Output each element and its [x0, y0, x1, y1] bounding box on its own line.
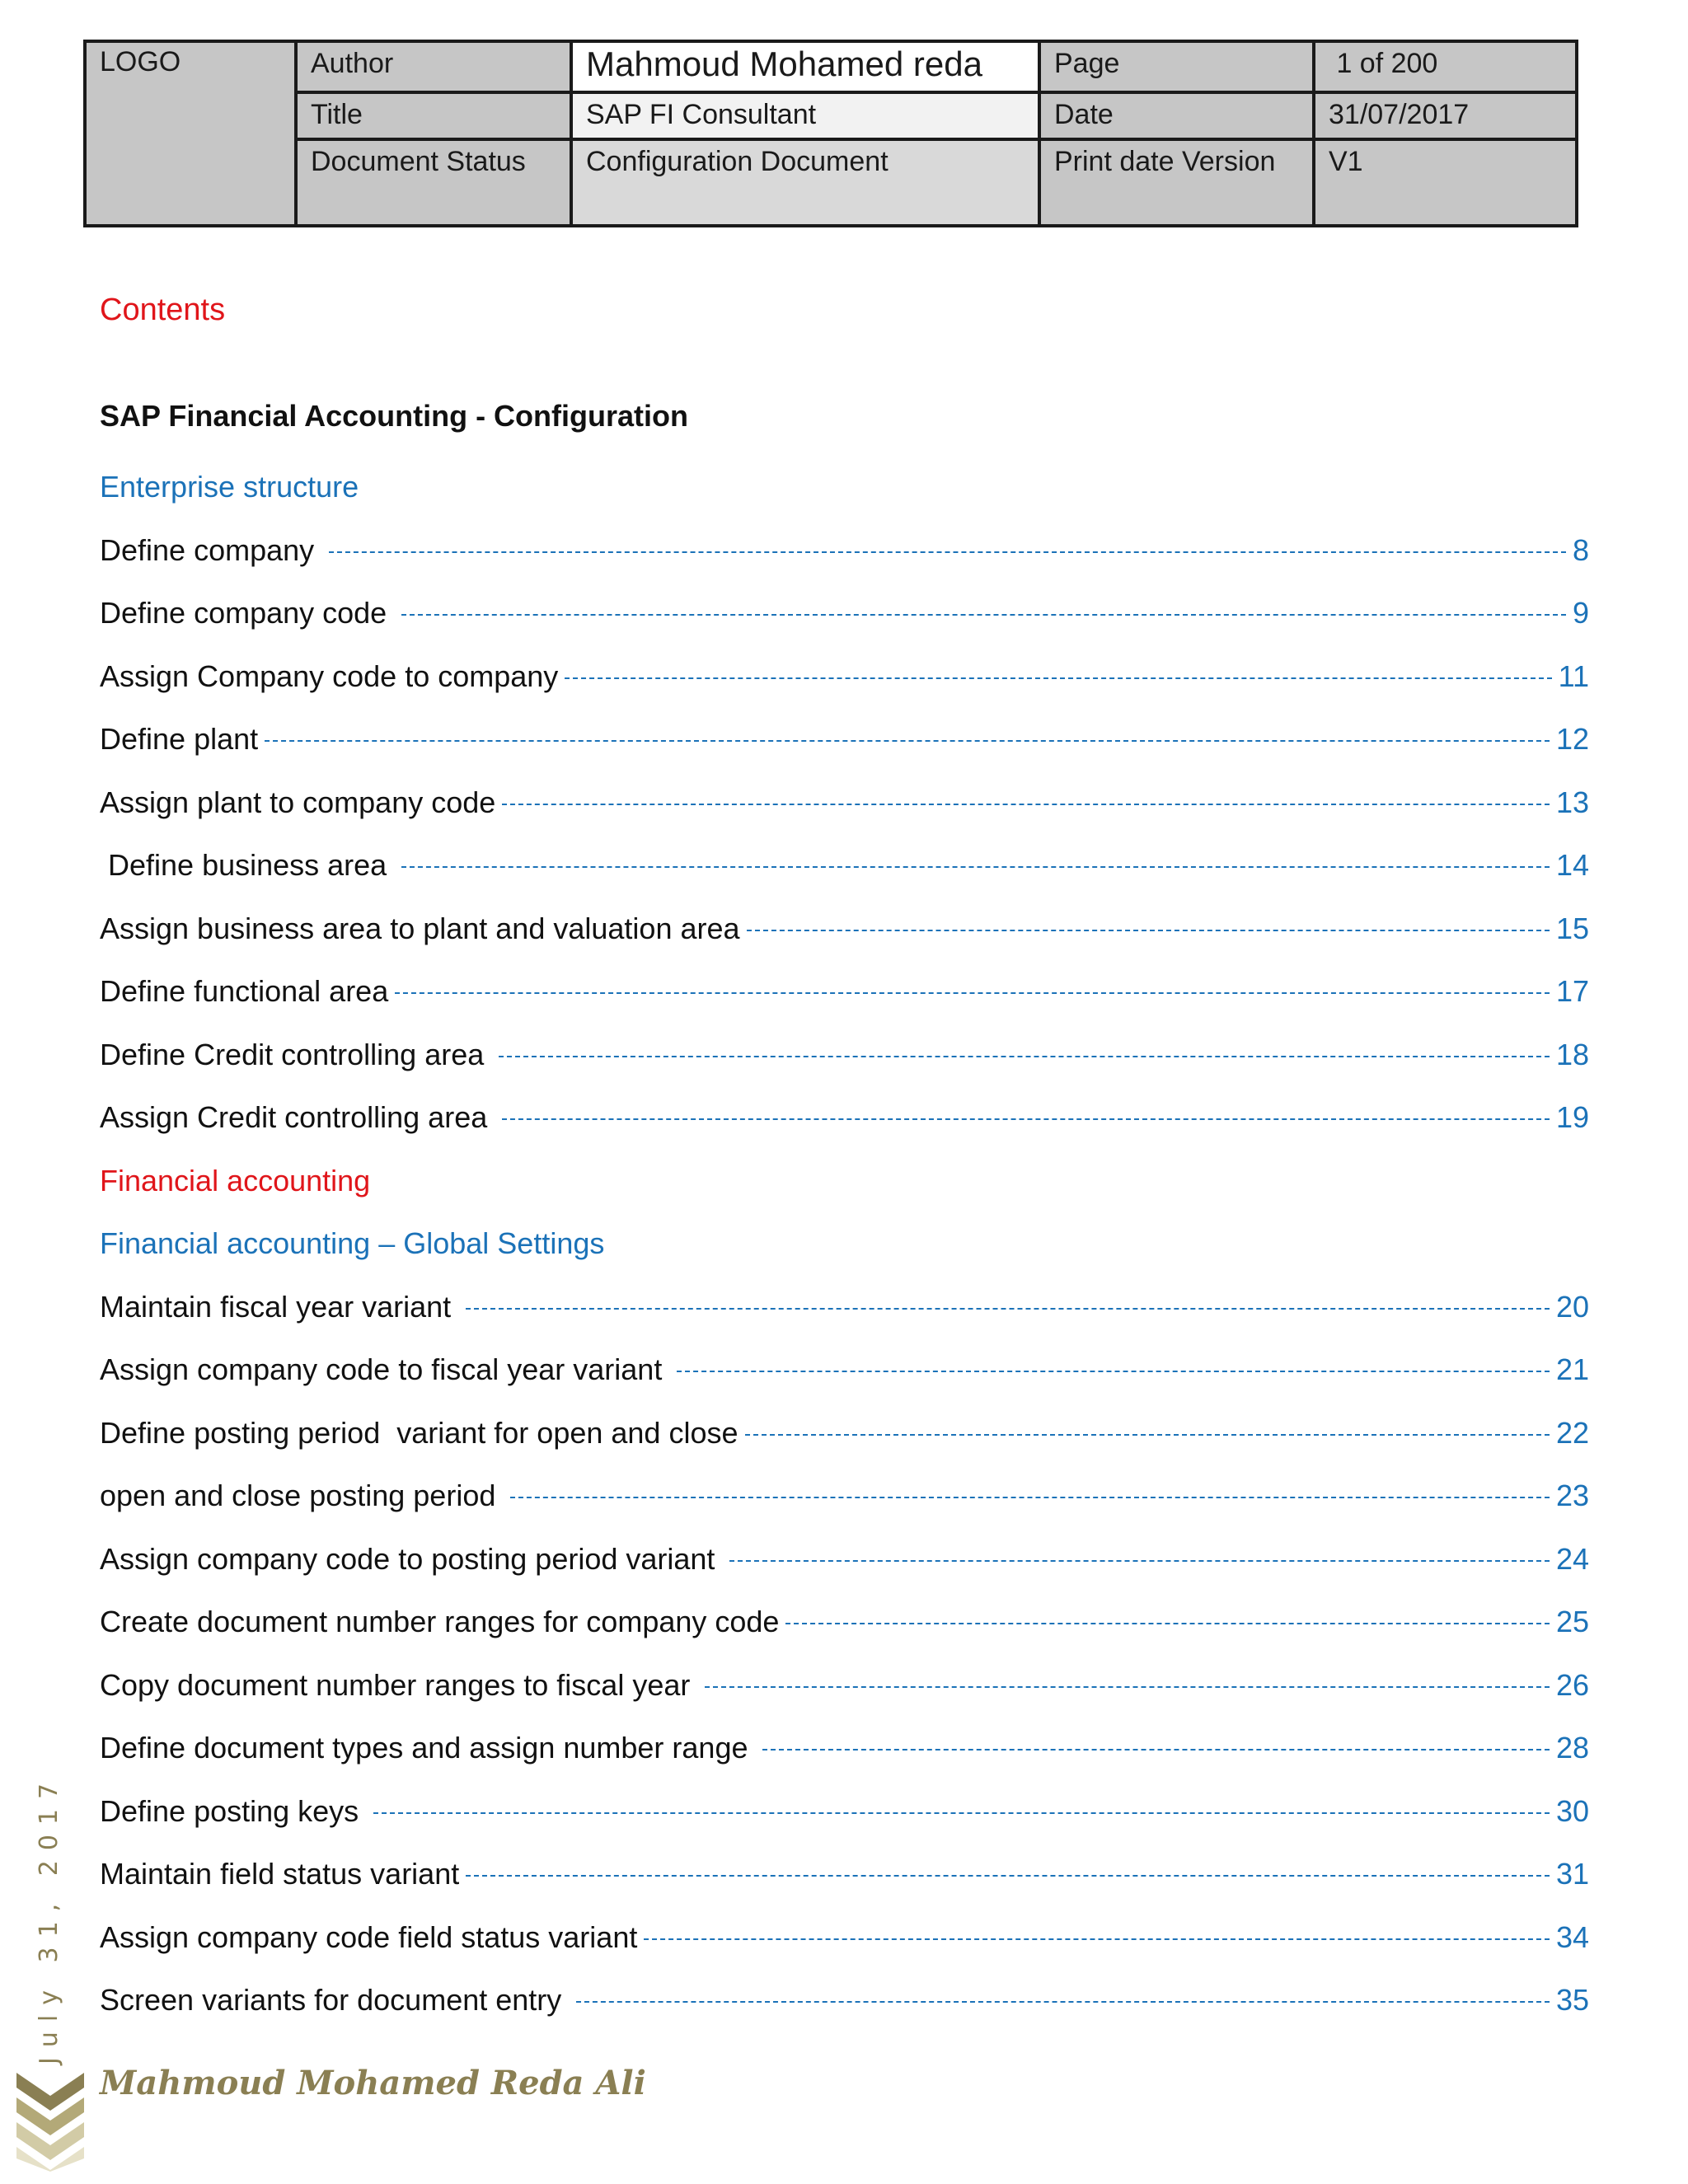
- status-label: Document Status: [296, 139, 571, 226]
- toc-leader-dashes: [466, 1308, 1550, 1310]
- title-label: Title: [296, 92, 571, 139]
- toc-page-number: 17: [1555, 974, 1589, 1009]
- table-of-contents: [100, 456, 1589, 2032]
- toc-entry[interactable]: [100, 1528, 1589, 1591]
- toc-entry[interactable]: [100, 1276, 1589, 1339]
- toc-subsection-heading: Enterprise structure: [100, 470, 359, 504]
- toc-leader-dashes: [677, 1371, 1550, 1372]
- toc-leader-dashes: [502, 804, 1550, 805]
- toc-entry[interactable]: [100, 1654, 1589, 1718]
- toc-page-number: 12: [1555, 722, 1589, 757]
- toc-leader-dashes: [373, 1812, 1550, 1814]
- toc-page-number: 25: [1555, 1605, 1589, 1639]
- toc-leader-dashes: [565, 677, 1551, 679]
- toc-entry[interactable]: [100, 1402, 1589, 1465]
- toc-page-number: 21: [1555, 1352, 1589, 1387]
- toc-entry[interactable]: [100, 1843, 1589, 1906]
- toc-leader-dashes: [395, 992, 1550, 994]
- toc-entry-label: Define company code: [100, 596, 396, 630]
- toc-entry[interactable]: [100, 1086, 1589, 1150]
- toc-page-number: 15: [1555, 911, 1589, 945]
- toc-subsection-heading: Financial accounting – Global Settings: [100, 1226, 605, 1261]
- document-header-table: [83, 40, 1578, 227]
- toc-entry[interactable]: [100, 1338, 1589, 1402]
- toc-leader-dashes: [747, 930, 1550, 931]
- chevron-logo-icon: [16, 2073, 84, 2172]
- toc-entry[interactable]: [100, 1591, 1589, 1654]
- toc-page-number: 34: [1555, 1919, 1589, 1954]
- toc-leader-dashes: [265, 740, 1550, 742]
- toc-leader-dashes: [401, 866, 1550, 868]
- date-label: Date: [1039, 92, 1314, 139]
- toc-entry[interactable]: [100, 708, 1589, 771]
- footer-date: July 31, 2017: [35, 1773, 63, 2064]
- toc-entry-label: open and close posting period: [100, 1479, 504, 1513]
- toc-entry-label: Define business area: [100, 848, 396, 883]
- toc-leader-dashes: [510, 1497, 1550, 1498]
- print-date-version-label: Print date Version: [1039, 139, 1314, 226]
- toc-entry-label: Define document types and assign number range: [100, 1731, 757, 1765]
- toc-page-number: 9: [1572, 596, 1589, 630]
- toc-page-number: 8: [1572, 532, 1589, 567]
- toc-leader-dashes: [705, 1686, 1550, 1688]
- toc-entry-label: Define functional area: [100, 974, 389, 1009]
- toc-entry-label: Define company: [100, 532, 323, 567]
- toc-page-number: 20: [1555, 1289, 1589, 1324]
- toc-entry[interactable]: [100, 898, 1589, 961]
- toc-page-number: 23: [1555, 1479, 1589, 1513]
- toc-leader-dashes: [644, 1938, 1550, 1940]
- toc-leader-dashes: [502, 1118, 1550, 1120]
- toc-entry[interactable]: [100, 771, 1589, 835]
- toc-page-number: 24: [1555, 1541, 1589, 1576]
- contents-heading: Contents: [100, 293, 226, 327]
- toc-entry-label: Screen variants for document entry: [100, 1983, 570, 2018]
- toc-entry[interactable]: [100, 960, 1589, 1024]
- toc-entry-label: Assign company code field status variant: [100, 1919, 638, 1954]
- toc-page-number: 35: [1555, 1983, 1589, 2018]
- toc-leader-dashes: [499, 1056, 1550, 1057]
- toc-entry[interactable]: [100, 1969, 1589, 2032]
- toc-page-number: 31: [1555, 1857, 1589, 1891]
- toc-page-number: 19: [1555, 1100, 1589, 1135]
- author-value: Mahmoud Mohamed reda: [571, 41, 1039, 92]
- date-value: 31/07/2017: [1314, 92, 1577, 139]
- toc-leader-dashes: [729, 1560, 1550, 1562]
- toc-entry[interactable]: [100, 519, 1589, 583]
- toc-entry[interactable]: [100, 834, 1589, 898]
- toc-page-number: 13: [1555, 785, 1589, 819]
- toc-page-number: 14: [1555, 848, 1589, 883]
- toc-entry[interactable]: [100, 1780, 1589, 1844]
- toc-page-number: 28: [1555, 1731, 1589, 1765]
- toc-entry-label: Assign business area to plant and valuation area: [100, 911, 740, 945]
- toc-entry[interactable]: [100, 1024, 1589, 1087]
- toc-entry-label: Define plant: [100, 722, 259, 757]
- toc-leader-dashes: [466, 1875, 1550, 1877]
- logo-cell: LOGO: [85, 41, 296, 226]
- toc-leader-dashes: [329, 551, 1566, 553]
- document-heading: SAP Financial Accounting - Configuration: [100, 399, 689, 433]
- toc-page-number: 18: [1555, 1037, 1589, 1071]
- page-label: Page: [1039, 41, 1314, 92]
- toc-entry-label: Assign plant to company code: [100, 785, 496, 819]
- toc-entry-label: Maintain field status variant: [100, 1857, 460, 1891]
- title-value: SAP FI Consultant: [571, 92, 1039, 139]
- status-value: Configuration Document: [571, 139, 1039, 226]
- page-value: 1 of 200: [1314, 41, 1577, 92]
- toc-leader-dashes: [785, 1623, 1550, 1624]
- toc-section-heading: Financial accounting: [100, 1163, 371, 1197]
- toc-leader-dashes: [401, 614, 1566, 616]
- toc-entry[interactable]: [100, 582, 1589, 645]
- toc-page-number: 11: [1558, 658, 1589, 693]
- author-label: Author: [296, 41, 571, 92]
- toc-entry-label: Assign Credit controlling area: [100, 1100, 496, 1135]
- toc-entry-label: Create document number ranges for company code: [100, 1605, 780, 1639]
- toc-entry[interactable]: [100, 1465, 1589, 1528]
- version-value: V1: [1314, 139, 1577, 226]
- toc-entry-label: Define posting period variant for open and close: [100, 1415, 738, 1450]
- toc-entry[interactable]: [100, 1717, 1589, 1780]
- footer-author-signature: Mahmoud Mohamed Reda Ali: [100, 2064, 646, 2102]
- toc-entry-label: Define Credit controlling area: [100, 1037, 493, 1071]
- toc-entry-label: Copy document number ranges to fiscal year: [100, 1667, 699, 1702]
- toc-entry-label: Assign Company code to company: [100, 658, 559, 693]
- toc-page-number: 22: [1555, 1415, 1589, 1450]
- toc-entry-label: Assign company code to posting period variant: [100, 1541, 724, 1576]
- toc-entry-label: Assign company code to fiscal year variant: [100, 1352, 671, 1387]
- toc-leader-dashes: [745, 1434, 1550, 1436]
- toc-entry-label: Maintain fiscal year variant: [100, 1289, 460, 1324]
- toc-leader-dashes: [576, 2001, 1550, 2003]
- toc-entry[interactable]: [100, 645, 1589, 709]
- toc-entry-label: Define posting keys: [100, 1793, 368, 1828]
- toc-entry[interactable]: [100, 1906, 1589, 1970]
- toc-page-number: 30: [1555, 1793, 1589, 1828]
- toc-leader-dashes: [762, 1749, 1549, 1750]
- toc-page-number: 26: [1555, 1667, 1589, 1702]
